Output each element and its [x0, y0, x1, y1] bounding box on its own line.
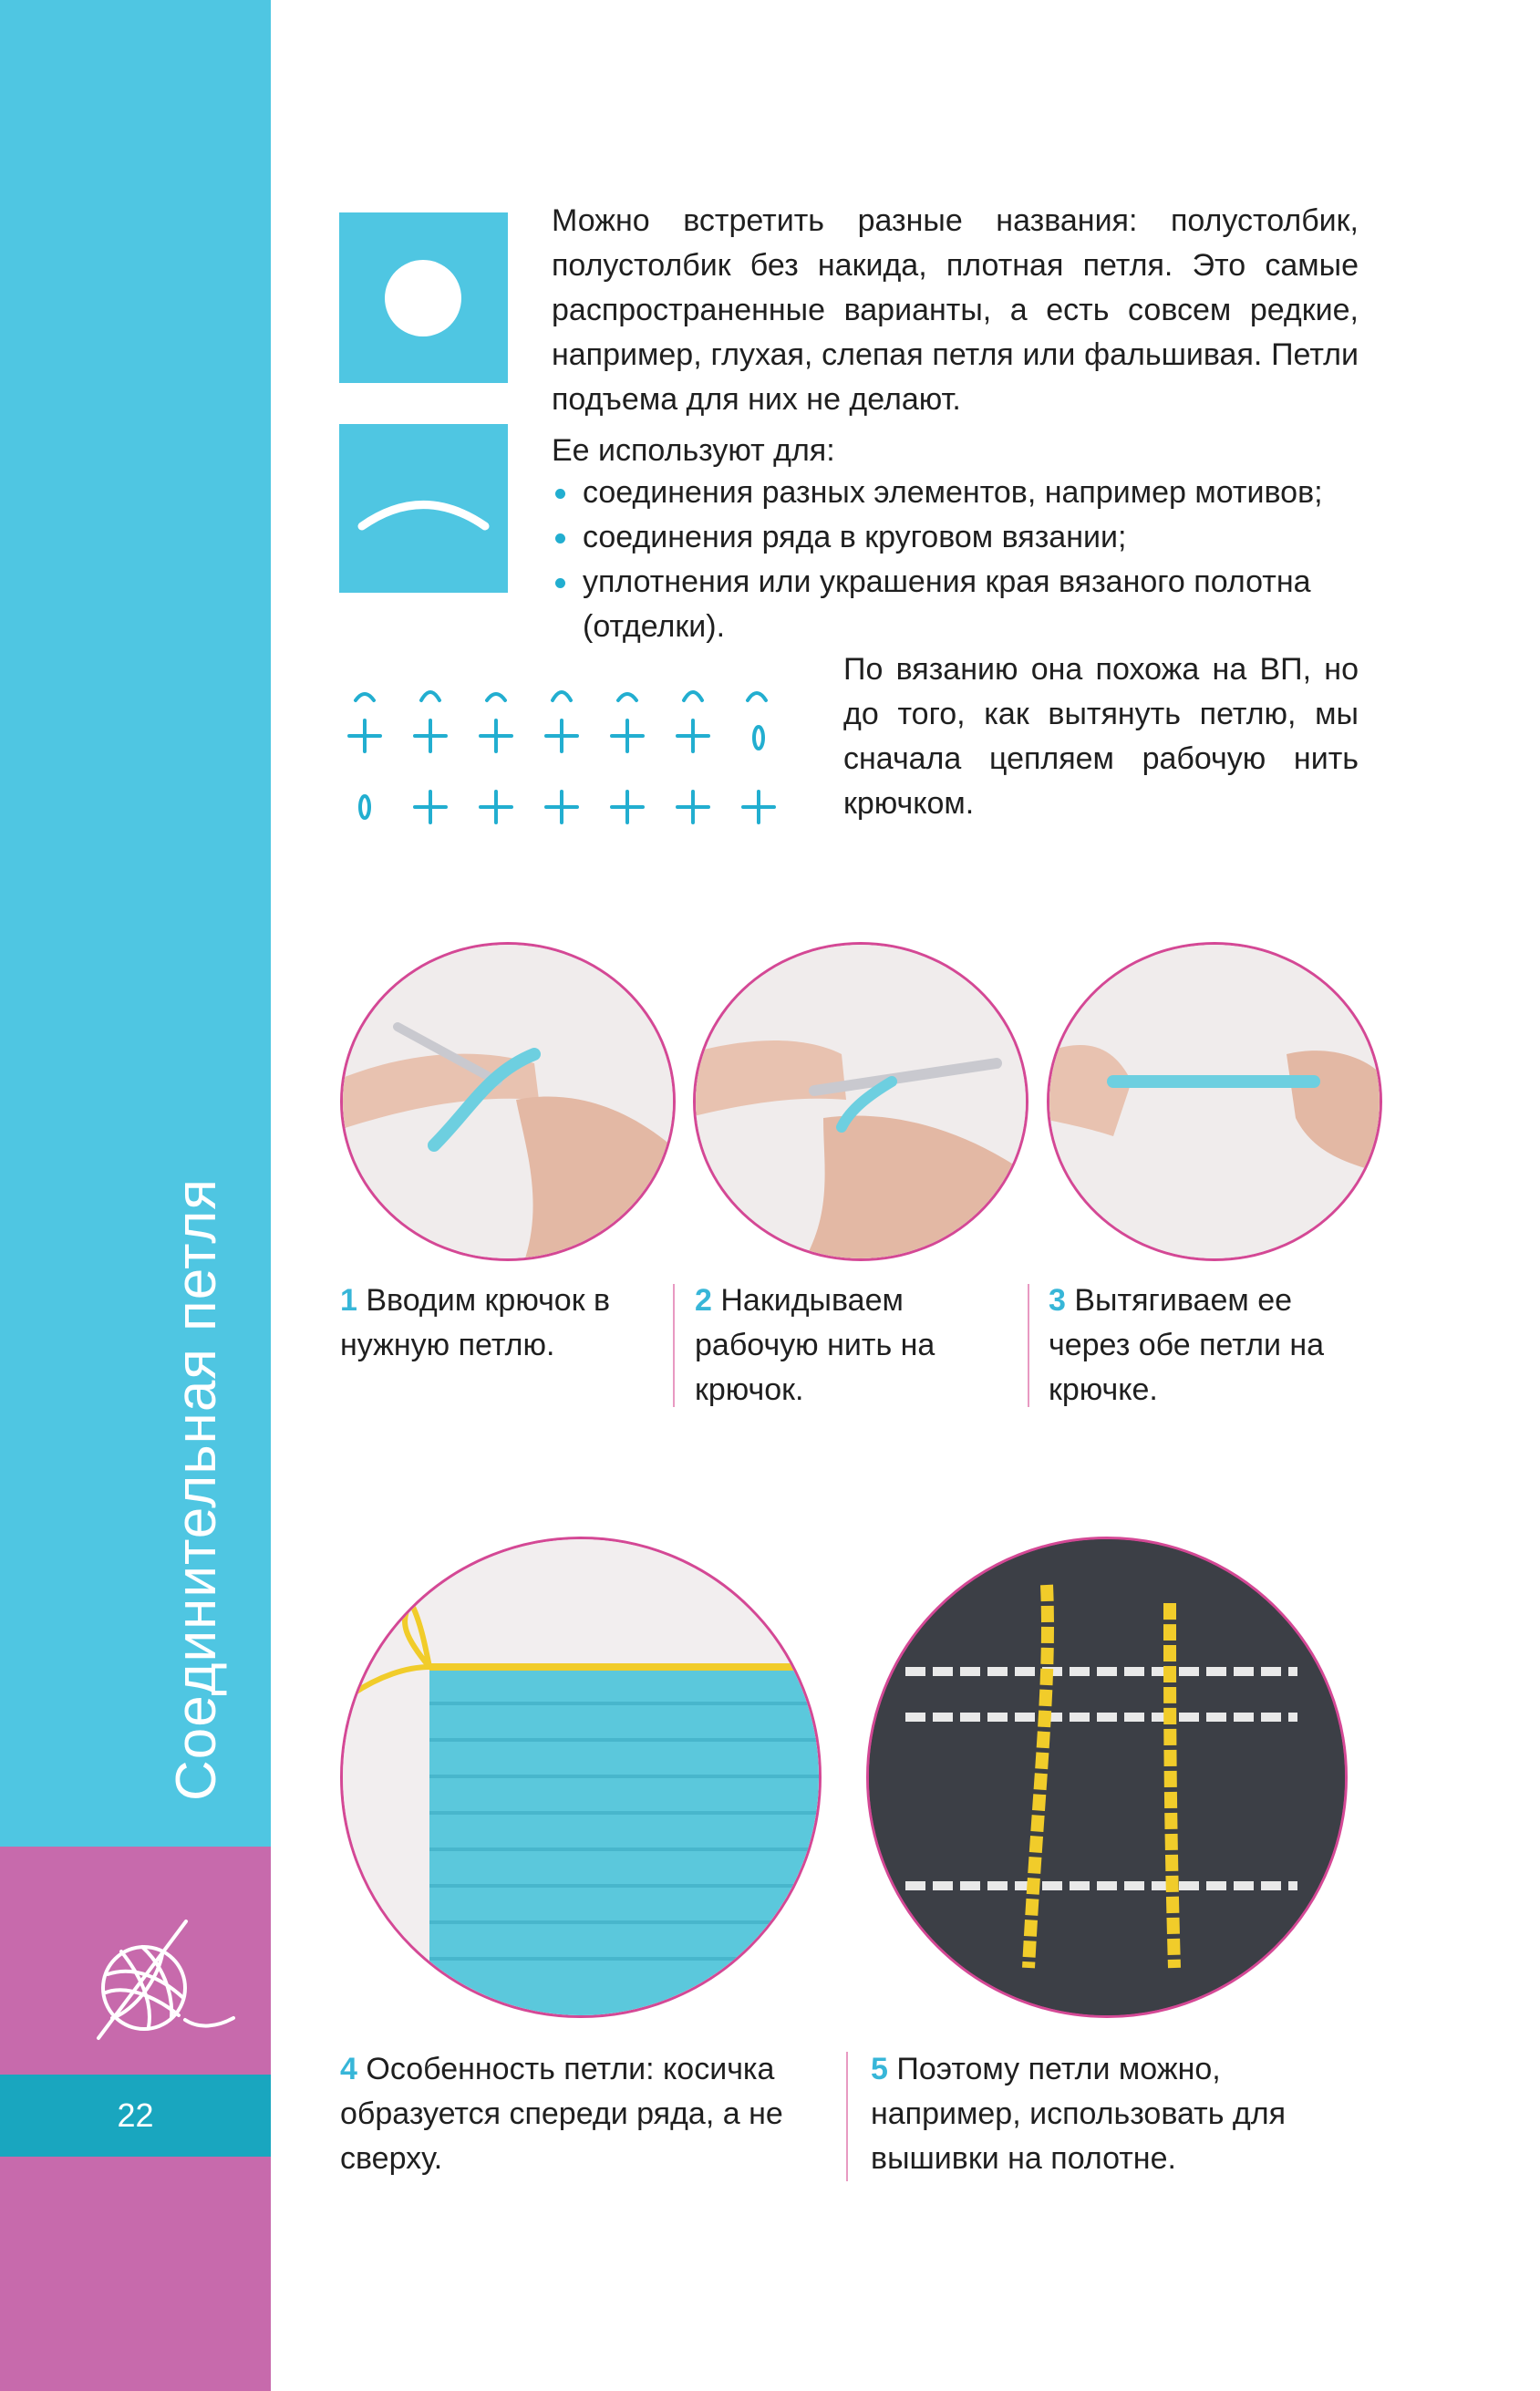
step-text: Вводим крючок в нужную петлю. [340, 1283, 611, 1362]
yarn-ball-icon [71, 1910, 244, 2047]
step-1-photo [340, 942, 676, 1261]
caption-divider [846, 2052, 848, 2181]
step-4-caption [340, 2047, 823, 2181]
arc-symbol-box [339, 424, 508, 593]
step-number: 4 [340, 2052, 357, 2086]
uses-title: Ее используют для: [552, 433, 835, 468]
step-text: Особенность петли: косичка образуется спереди ряда, а не сверху. [340, 2052, 783, 2176]
step-2-photo [693, 942, 1028, 1261]
step-5-caption [871, 2047, 1359, 2181]
step-1-caption [340, 1278, 641, 1368]
list-item: соединения разных элементов, например мотивов; [552, 471, 1363, 515]
filled-circle-icon [339, 212, 508, 383]
dot-symbol-box [339, 212, 508, 383]
section-title: Соединительная петля [164, 1178, 228, 1801]
step-3-caption [1049, 1278, 1359, 1413]
step-number: 5 [871, 2052, 888, 2086]
step-number: 1 [340, 1283, 357, 1318]
crochet-diagram [336, 675, 791, 830]
step-text: Вытягиваем ее через обе петли на крючке. [1049, 1283, 1325, 1407]
similarity-paragraph: По вязанию она похожа на ВП, но до того, как вытянуть петлю, мы сначала цепляем рабочую нить крючком. [843, 652, 1359, 821]
sidebar [0, 0, 271, 2391]
list-item: уплотнения или украшения края вязаного полотна (отделки). [552, 560, 1363, 649]
step-3-photo [1047, 942, 1382, 1261]
intro-paragraph: Можно встретить разные названия: полустолбик, полустолбик без накида, плотная петля. Это самые распространенные варианты, а есть совсем редкие, например, глухая, слепая петля или фальшивая. Петли подъема для них не делают. [552, 203, 1359, 417]
step-4-photo [340, 1537, 822, 2018]
step-2-caption [695, 1278, 996, 1413]
list-item: соединения ряда в круговом вязании; [552, 515, 1363, 560]
step-number: 3 [1049, 1283, 1066, 1318]
uses-list [552, 471, 1363, 649]
caption-divider [673, 1284, 675, 1407]
step-text: Накидываем рабочую нить на крючок. [695, 1283, 935, 1407]
step-text: Поэтому петли можно, например, использовать для вышивки на полотне. [871, 2052, 1286, 2176]
page-number: 22 [0, 2075, 271, 2157]
step-5-photo [866, 1537, 1348, 2018]
step-number: 2 [695, 1283, 712, 1318]
caption-divider [1028, 1284, 1029, 1407]
arc-icon [339, 424, 508, 593]
